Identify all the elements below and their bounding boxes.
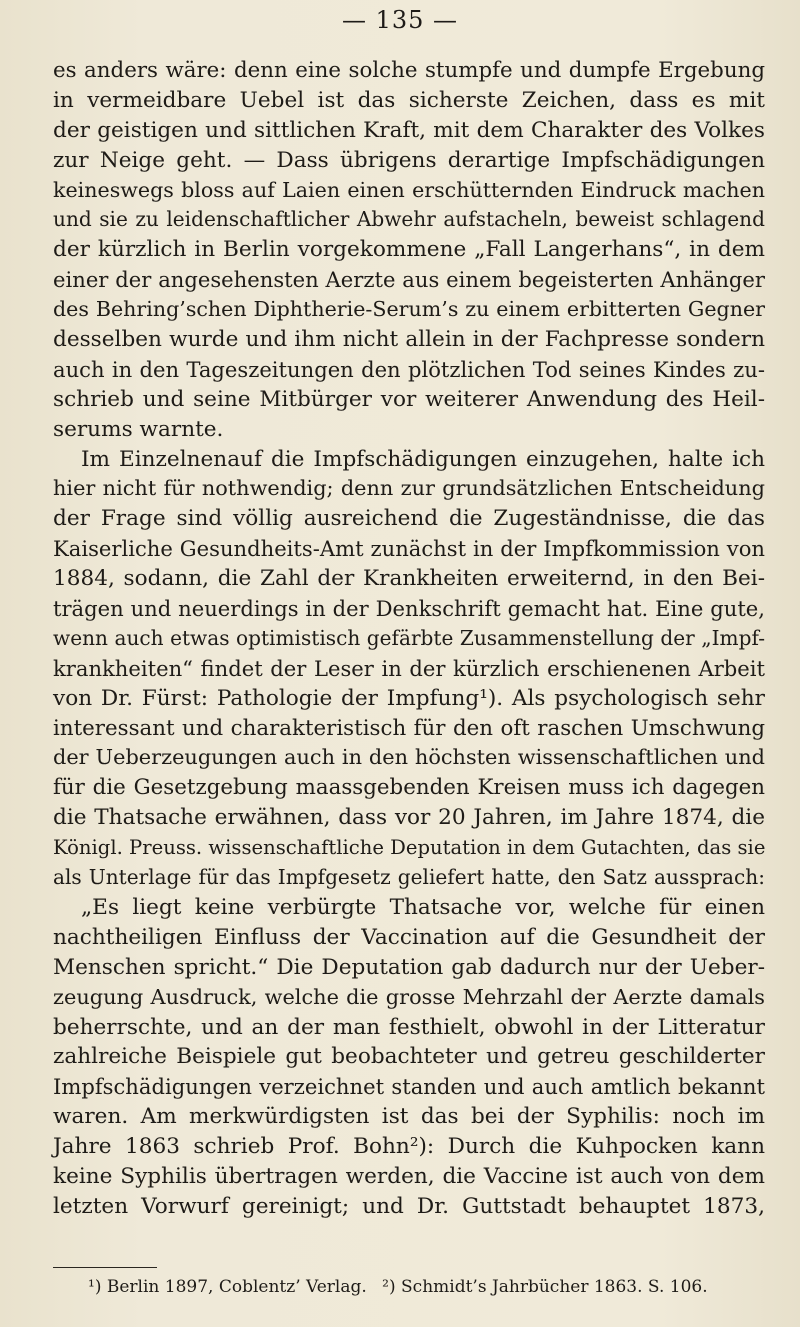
- text-line: keine Syphilis übertragen werden, die Vaccine ist auch von dem: [53, 1163, 765, 1189]
- text-line: schrieb und seine Mitbürger vor weiterer Anwendung des Heil-: [53, 386, 765, 412]
- page-number: — 135 —: [341, 6, 459, 34]
- body-text: [53, 56, 765, 1222]
- text-line: wenn auch etwas optimistisch gefärbte Zusammenstellung der „Impf-: [53, 625, 765, 650]
- text-line: der Frage sind völlig ausreichend die Zugeständnisse, die das: [53, 506, 765, 532]
- text-line: Kaiserliche Gesundheits-Amt zunächst in der Impfkommission von: [53, 536, 765, 562]
- text-line: Königl. Preuss. wissenschaftliche Deputation in dem Gutachten, das sie: [53, 836, 766, 860]
- text-line: Jahre 1863 schrieb Prof. Bohn²): Durch die Kuhpocken kann: [53, 1134, 765, 1160]
- text-line: für die Gesetzgebung maassgebenden Kreisen muss ich dagegen: [53, 775, 765, 801]
- text-line: beherrschte, und an der man festhielt, obwohl in der Litteratur: [53, 1014, 765, 1040]
- text-line: hier nicht für nothwendig; denn zur grundsätzlichen Entscheidung: [53, 476, 765, 501]
- text-line: der geistigen und sittlichen Kraft, mit dem Charakter des Volkes: [53, 117, 765, 143]
- text-line: als Unterlage für das Impfgesetz geliefert hatte, den Satz aussprach:: [53, 865, 765, 890]
- text-line: in vermeidbare Uebel ist das sicherste Zeichen, dass es mit: [53, 87, 765, 113]
- text-line: interessant und charakteristisch für den oft raschen Umschwung: [53, 715, 765, 741]
- footnote-divider: [53, 1267, 157, 1268]
- text-line: der kürzlich in Berlin vorgekommene „Fall Langerhans“, in dem: [53, 237, 765, 263]
- text-line: keineswegs bloss auf Laien einen erschütternden Eindruck machen: [53, 177, 765, 202]
- text-line-paragraph-start: Im Einzelnenauf die Impfschädigungen einzugehen, halte ich: [81, 446, 765, 472]
- text-line: nachtheiligen Einfluss der Vaccination auf die Gesundheit der: [53, 924, 765, 950]
- text-line: zur Neige geht. — Dass übrigens derartige Impfschädigungen: [53, 147, 765, 173]
- text-line: von Dr. Fürst: Pathologie der Impfung¹). Als psychologisch sehr: [53, 685, 765, 711]
- text-line: auch in den Tageszeitungen den plötzlichen Tod seines Kindes zu-: [53, 356, 765, 382]
- text-line: waren. Am merkwürdigsten ist das bei der Syphilis: noch im: [53, 1104, 765, 1130]
- text-line: einer der angesehensten Aerzte aus einem begeisterten Anhänger: [53, 267, 765, 293]
- text-line: trägen und neuerdings in der Denkschrift gemacht hat. Eine gute,: [53, 596, 765, 622]
- text-line: letzten Vorwurf gereinigt; und Dr. Guttstadt behauptet 1873,: [53, 1193, 765, 1219]
- text-line: es anders wäre: denn eine solche stumpfe und dumpfe Ergebung: [53, 58, 765, 83]
- footnote-1: ¹) Berlin 1897, Coblentz’ Verlag.: [88, 1277, 367, 1297]
- text-line: und sie zu leidenschaftlicher Abwehr aufstacheln, beweist schlagend: [53, 207, 765, 232]
- text-line: Menschen spricht.“ Die Deputation gab dadurch nur der Ueber-: [53, 954, 765, 980]
- text-line: desselben wurde und ihm nicht allein in der Fachpresse sondern: [53, 327, 765, 353]
- text-line-quote: „Es liegt keine verbürgte Thatsache vor, welche für einen: [81, 894, 765, 920]
- text-line: zeugung Ausdruck, welche die grosse Mehrzahl der Aerzte damals: [53, 984, 765, 1009]
- text-line: Impfschädigungen verzeichnet standen und auch amtlich bekannt: [53, 1074, 765, 1100]
- footnotes: [88, 1275, 778, 1299]
- footnote-2: ²) Schmidt’s Jahrbücher 1863. S. 106.: [382, 1277, 708, 1297]
- text-line: der Ueberzeugungen auch in den höchsten wissenschaftlichen und: [53, 745, 765, 770]
- text-line: krankheiten“ findet der Leser in der kürzlich erschienenen Arbeit: [53, 655, 765, 681]
- text-line-paragraph-end: serums warnte.: [53, 416, 224, 442]
- text-line: 1884, sodann, die Zahl der Krankheiten erweiternd, in den Bei-: [53, 566, 765, 592]
- text-line: des Behring’schen Diphtherie-Serum’s zu einem erbitterten Gegner: [53, 297, 765, 322]
- text-line: die Thatsache erwähnen, dass vor 20 Jahren, im Jahre 1874, die: [53, 805, 765, 831]
- text-line: zahlreiche Beispiele gut beobachteter und getreu geschilderter: [53, 1044, 765, 1070]
